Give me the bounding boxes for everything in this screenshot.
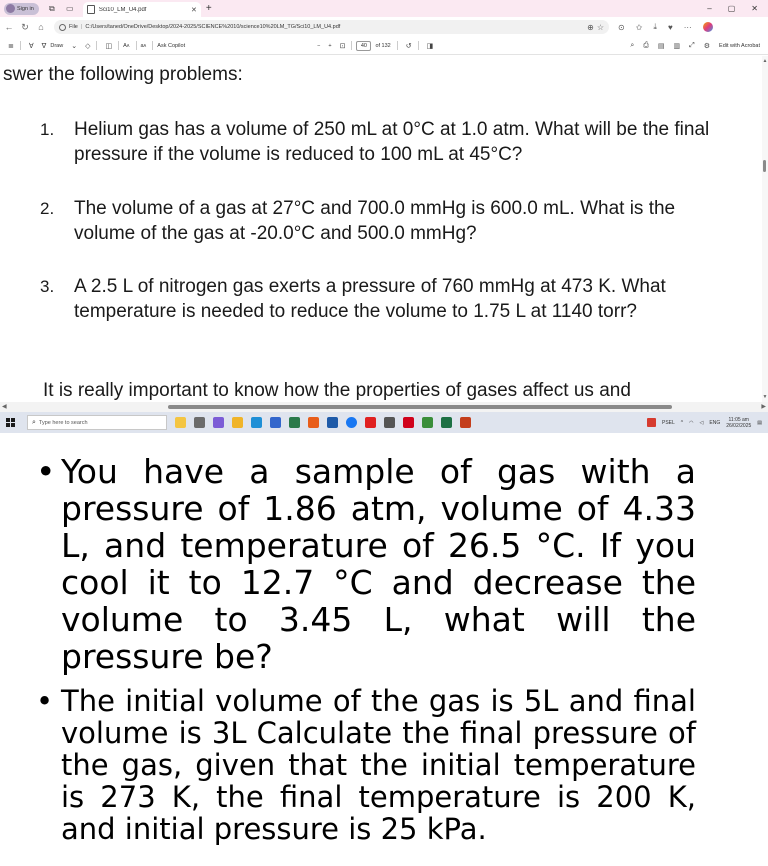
- url-scheme: File: [69, 24, 78, 30]
- more-menu[interactable]: ···: [683, 22, 692, 32]
- extensions-icon[interactable]: ⊙: [618, 22, 625, 32]
- chevron-down-icon[interactable]: ⌄: [71, 42, 78, 50]
- page-total: of 132: [375, 42, 391, 49]
- problem-text: The volume of a gas at 27°C and 700.0 mmHg is 600.0 mL. What is the volume of the gas at -20.0°C and 500.0 mmHg?: [74, 198, 676, 244]
- divider: [20, 41, 21, 50]
- problem-item: [40, 196, 735, 246]
- problem-number: 1.: [40, 120, 55, 139]
- address-bar[interactable]: [54, 20, 609, 34]
- divider: [118, 41, 119, 50]
- tab-title: Sci10_LM_U4.pdf: [98, 6, 147, 13]
- network-icon[interactable]: ◠: [689, 419, 694, 426]
- eraser-icon[interactable]: ◇: [85, 42, 91, 50]
- store-icon[interactable]: [289, 417, 300, 428]
- file-explorer-icon[interactable]: [232, 417, 243, 428]
- tray-app-label[interactable]: PSEL: [662, 419, 675, 426]
- fit-page-icon[interactable]: ⊡: [339, 42, 346, 50]
- info-icon[interactable]: [59, 24, 66, 31]
- volume-icon[interactable]: ◁: [699, 419, 704, 426]
- netflix-icon[interactable]: [403, 417, 414, 428]
- bullet-list: [30, 453, 696, 845]
- system-tray: [647, 417, 768, 429]
- problem-item: [40, 117, 735, 167]
- taskbar: [0, 412, 768, 433]
- youtube-icon[interactable]: [365, 417, 376, 428]
- problem-item: [40, 274, 735, 324]
- url-path: C:/Users/taned/OneDrive/Desktop/2024-2025/SCIENCE%2010/science10%20LM_TG/Sci10_LM_U4.pdf: [85, 24, 341, 30]
- downloads-icon[interactable]: ⤓: [653, 22, 657, 31]
- zoom-in-button[interactable]: +: [328, 42, 332, 49]
- scroll-left-icon[interactable]: ◀: [2, 404, 7, 410]
- taskbar-search-placeholder: Type here to search: [38, 419, 88, 426]
- copilot-icon[interactable]: [703, 22, 713, 32]
- rotate-icon[interactable]: ↺: [405, 42, 412, 50]
- minimize-button[interactable]: –: [707, 4, 712, 13]
- favorite-star-icon[interactable]: ☆: [596, 22, 604, 32]
- divider: [418, 41, 419, 50]
- favorites-icon[interactable]: ✩: [635, 22, 643, 32]
- chevron-up-icon[interactable]: ^: [680, 419, 684, 426]
- divider: [136, 41, 137, 50]
- read-aloud-button[interactable]: aᴀ: [140, 42, 147, 49]
- app-icon[interactable]: [213, 417, 224, 428]
- excel-icon[interactable]: [441, 417, 452, 428]
- tab-bar: [0, 0, 768, 17]
- weather-icon[interactable]: [647, 418, 656, 427]
- address-bar-row: [0, 17, 768, 37]
- edge-icon[interactable]: [251, 417, 262, 428]
- pdf-page: [0, 56, 762, 402]
- edit-with-acrobat-button[interactable]: Edit with Acrobat: [719, 42, 760, 49]
- bullet-item: • The initial volume of the gas is 5L and final volume is 3L Calculate the final pressure of the gas, given that the initial temperature is 273 K, the final temperature is 200 K, and initial pressure is 25 kPa.: [30, 685, 696, 845]
- workspaces-icon[interactable]: ⧉: [48, 3, 55, 13]
- close-tab-icon[interactable]: ✕: [190, 6, 197, 14]
- problem-number: 2.: [40, 199, 55, 218]
- performance-icon[interactable]: ♥: [667, 22, 673, 32]
- two-page-icon[interactable]: ◨: [426, 42, 434, 50]
- horizontal-scrollbar[interactable]: [0, 402, 768, 412]
- back-icon[interactable]: ←: [4, 22, 14, 32]
- bullet-item: • You have a sample of gas with a pressure of 1.86 atm, volume of 4.33 L, and temperature of 26.5 °C. If you cool it to 12.7 °C and decrease the volume to 3.45 L, what will the pressure be?: [30, 453, 696, 675]
- divider: [351, 41, 352, 50]
- windows-start-icon[interactable]: [6, 418, 15, 427]
- search-icon: ⌕: [32, 418, 36, 426]
- problem-number: 3.: [40, 277, 55, 296]
- close-window-button[interactable]: ✕: [751, 4, 758, 13]
- page-footer-text: It is really important to know how the properties of gases affect us and: [43, 380, 631, 401]
- maximize-button[interactable]: ▢: [727, 4, 736, 13]
- slide-panel: [0, 433, 768, 866]
- problem-text: A 2.5 L of nitrogen gas exerts a pressure of 760 mmHg at 473 K. What temperature is needed to reduce the volume to 1.75 L at 1140 torr?: [74, 276, 666, 322]
- powerpoint-icon[interactable]: [460, 417, 471, 428]
- save-as-icon[interactable]: ▥: [673, 42, 681, 50]
- sign-in-label: Sign in: [17, 5, 34, 12]
- divider: [96, 41, 97, 50]
- divider: [152, 41, 153, 50]
- expand-icon[interactable]: ⤢: [689, 41, 695, 49]
- print-icon[interactable]: ⎙: [643, 41, 649, 49]
- zoom-out-button[interactable]: −: [317, 42, 321, 49]
- firefox-icon[interactable]: [308, 417, 319, 428]
- vertical-scroll-thumb[interactable]: [763, 160, 766, 172]
- refresh-icon[interactable]: ↻: [21, 21, 29, 32]
- clock-time: 11:05 am: [728, 416, 749, 423]
- taskbar-search[interactable]: [27, 415, 167, 430]
- contents-icon[interactable]: ≣: [8, 42, 14, 50]
- language-indicator[interactable]: ENG: [709, 419, 721, 426]
- app-icon[interactable]: [327, 417, 338, 428]
- taskbar-apps: [175, 417, 471, 428]
- highlight-icon[interactable]: ∀: [28, 42, 34, 50]
- text-size-button[interactable]: Aᴀ: [123, 42, 130, 49]
- divider: [397, 41, 398, 50]
- pdf-file-icon: [87, 5, 95, 14]
- tab-actions-icon[interactable]: ▭: [66, 4, 74, 13]
- vertical-scrollbar[interactable]: [762, 56, 768, 402]
- task-view-icon[interactable]: [194, 417, 205, 428]
- url-separator: |: [80, 24, 83, 30]
- app-icon[interactable]: [384, 417, 395, 428]
- sign-in-button[interactable]: [4, 3, 39, 15]
- tab-pdf[interactable]: [83, 2, 201, 17]
- notifications-icon[interactable]: ▤: [757, 419, 762, 426]
- problem-text: Helium gas has a volume of 250 mL at 0°C at 1.0 atm. What will be the final pressure if the volume is reduced to 100 mL at 45°C?: [74, 119, 710, 165]
- scroll-down-icon[interactable]: ▼: [762, 394, 768, 400]
- scroll-right-icon[interactable]: ▶: [761, 404, 766, 410]
- clock[interactable]: [726, 417, 751, 429]
- home-icon[interactable]: ⌂: [38, 22, 44, 32]
- horizontal-scroll-thumb[interactable]: [168, 405, 672, 409]
- app-icon[interactable]: [422, 417, 433, 428]
- page-number-input[interactable]: 40: [356, 41, 371, 51]
- draw-button[interactable]: Draw: [50, 42, 64, 49]
- pdf-toolbar: [0, 37, 768, 55]
- facebook-icon[interactable]: [346, 417, 357, 428]
- draw-icon[interactable]: ∇: [41, 42, 47, 50]
- page-view-icon[interactable]: ◫: [105, 42, 113, 50]
- app-icon[interactable]: [270, 417, 281, 428]
- scroll-up-icon[interactable]: ▲: [762, 58, 768, 64]
- copilot-app-icon[interactable]: [175, 417, 186, 428]
- find-icon[interactable]: ⌕: [630, 41, 635, 49]
- save-icon[interactable]: ▤: [657, 42, 665, 50]
- zoom-icon[interactable]: ⊕: [587, 22, 594, 32]
- avatar: [6, 4, 15, 13]
- new-tab-button[interactable]: +: [205, 3, 212, 14]
- page-heading: swer the following problems:: [3, 64, 243, 85]
- ask-copilot-button[interactable]: Ask Copilot: [157, 42, 186, 49]
- settings-icon[interactable]: ⚙: [703, 42, 711, 50]
- clock-date: 26/02/2025: [726, 422, 752, 429]
